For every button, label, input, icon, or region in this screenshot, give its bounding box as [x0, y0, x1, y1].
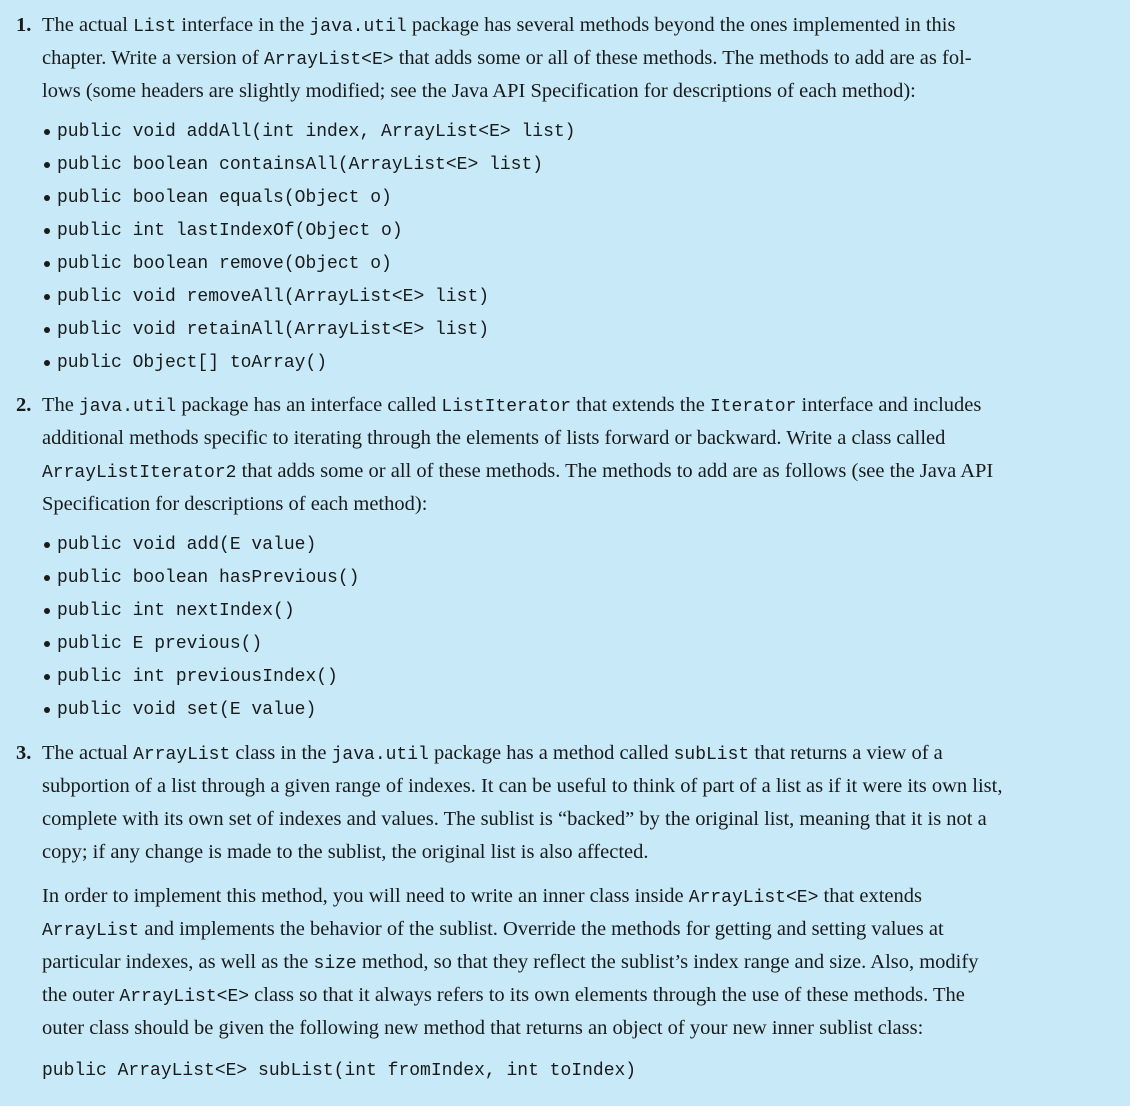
method-item: [44, 694, 359, 727]
text-line: In order to implement this method, you will need to write an inner class inside ArrayList<E> that extends: [42, 885, 923, 908]
bullet-icon: [44, 129, 50, 135]
method-item: [44, 314, 575, 347]
bullet-icon: [44, 228, 50, 234]
bullet-icon: [44, 674, 50, 680]
text-line: The java.util package has an interface called ListIterator that extends the Iterator interface and includes: [42, 394, 982, 417]
method-signature: public void removeAll(ArrayList<E> list): [57, 287, 490, 307]
method-signature: public Object[] toArray(): [57, 353, 328, 373]
method-signature: public boolean remove(Object o): [57, 254, 392, 274]
method-signature: public int lastIndexOf(Object o): [57, 221, 403, 241]
inline-code: ArrayListIterator2: [42, 463, 237, 483]
text-line: the outer ArrayList<E> class so that it always refers to its own elements through the use of these methods. The: [42, 984, 965, 1007]
method-list: [44, 529, 359, 727]
method-signature: public boolean containsAll(ArrayList<E> list): [57, 155, 544, 175]
text-line: The actual ArrayList class in the java.util package has a method called subList that returns a view of a: [42, 742, 943, 765]
method-signature: public void retainAll(ArrayList<E> list): [57, 320, 490, 340]
method-signature: public void add(E value): [57, 535, 317, 555]
inline-code: java.util: [309, 17, 407, 37]
text-line: chapter. Write a version of ArrayList<E> that adds some or all of these methods. The methods to add are as fol-: [42, 47, 972, 70]
bullet-icon: [44, 575, 50, 581]
text-line: outer class should be given the following new method that returns an object of your new inner sublist class:: [42, 1017, 924, 1039]
method-signature: public void addAll(int index, ArrayList<E> list): [57, 122, 576, 142]
inline-code: java.util: [331, 745, 429, 765]
exercise-number: 1.: [16, 14, 32, 36]
inline-code: ListIterator: [441, 397, 572, 417]
inline-code: subList: [673, 745, 750, 765]
text-line: copy; if any change is made to the sublist, the original list is also affected.: [42, 841, 649, 863]
method-item: [44, 529, 359, 562]
text-line: subportion of a list through a given range of indexes. It can be useful to think of part of a list as if it were its own list,: [42, 775, 1003, 797]
method-signature: public boolean hasPrevious(): [57, 568, 360, 588]
text-line: particular indexes, as well as the size method, so that they reflect the sublist’s index range and size. Also, modify: [42, 951, 979, 974]
method-signature: public int previousIndex(): [57, 667, 338, 687]
method-item: [44, 248, 575, 281]
method-signature: [42, 1053, 1117, 1088]
exercise-text: [42, 9, 1117, 108]
bullet-icon: [44, 294, 50, 300]
text-line: The actual List interface in the java.util package has several methods beyond the ones implemented in this: [42, 14, 956, 37]
inline-code: List: [133, 17, 177, 37]
exercise-text: [42, 389, 1117, 521]
bullet-icon: [44, 327, 50, 333]
method-item: [44, 628, 359, 661]
bullet-icon: [44, 641, 50, 647]
exercise-text: [42, 737, 1117, 869]
bullet-icon: [44, 542, 50, 548]
method-item: [44, 149, 575, 182]
inline-code: java.util: [79, 397, 177, 417]
method-item: [44, 595, 359, 628]
text-line: ArrayListIterator2 that adds some or all of these methods. The methods to add are as follows (see the Java API: [42, 460, 994, 483]
method-signature: public int nextIndex(): [57, 601, 295, 621]
inline-code: ArrayList<E>: [119, 987, 250, 1007]
method-item: [44, 562, 359, 595]
bullet-icon: [44, 608, 50, 614]
bullet-icon: [44, 195, 50, 201]
bullet-icon: [44, 360, 50, 366]
method-signature: public boolean equals(Object o): [57, 188, 392, 208]
bullet-icon: [44, 707, 50, 713]
inline-code: ArrayList<E>: [263, 50, 394, 70]
method-item: [44, 182, 575, 215]
exercise-number: 3.: [16, 742, 32, 764]
method-item: [44, 281, 575, 314]
inline-code: size: [313, 954, 357, 974]
exercise-paragraph-2: [42, 880, 1117, 1045]
method-item: [44, 116, 575, 149]
text-line: Specification for descriptions of each method):: [42, 493, 428, 515]
signature-code: public ArrayList<E> subList(int fromIndex, int toIndex): [42, 1061, 637, 1081]
bullet-icon: [44, 162, 50, 168]
method-item: [44, 347, 575, 380]
inline-code: ArrayList: [42, 921, 140, 941]
inline-code: Iterator: [709, 397, 797, 417]
method-list: [44, 116, 575, 380]
exercise-number: 2.: [16, 394, 32, 416]
method-signature: public E previous(): [57, 634, 263, 654]
text-line: complete with its own set of indexes and values. The sublist is “backed” by the original list, meaning that it is not a: [42, 808, 987, 830]
method-signature: public void set(E value): [57, 700, 317, 720]
method-item: [44, 661, 359, 694]
method-item: [44, 215, 575, 248]
inline-code: ArrayList: [133, 745, 231, 765]
text-line: ArrayList and implements the behavior of the sublist. Override the methods for getting and setting values at: [42, 918, 944, 941]
bullet-icon: [44, 261, 50, 267]
text-line: additional methods specific to iterating through the elements of lists forward or backward. Write a class called: [42, 427, 946, 449]
text-line: lows (some headers are slightly modified; see the Java API Specification for descriptions of each method):: [42, 80, 916, 102]
inline-code: ArrayList<E>: [688, 888, 819, 908]
